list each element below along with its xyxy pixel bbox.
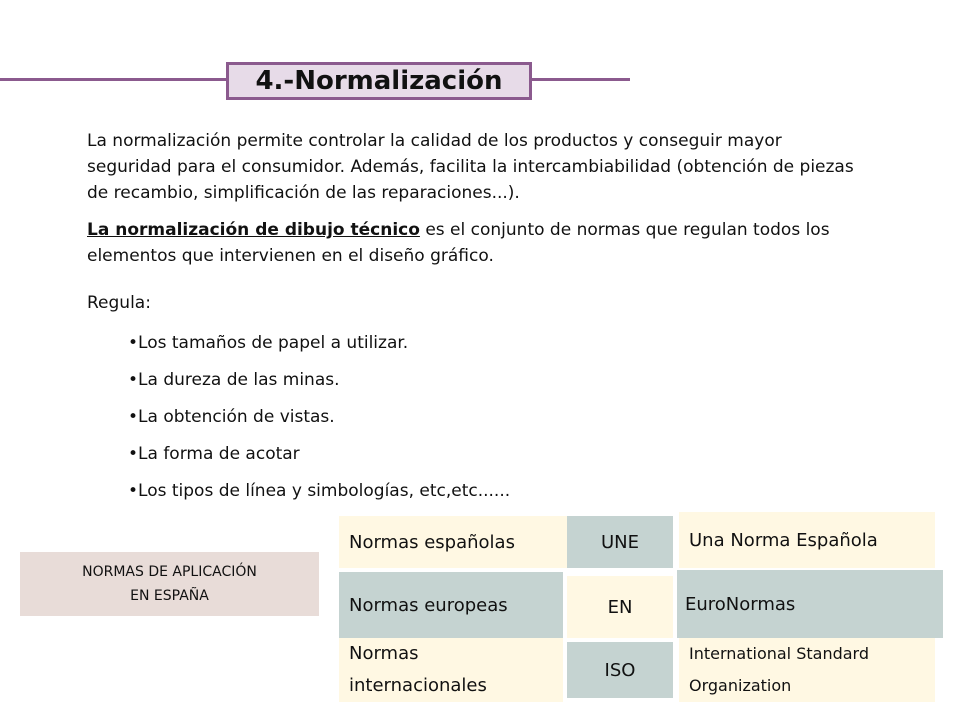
norm-scope-text: internacionales bbox=[349, 675, 487, 696]
application-line-2: EN ESPAÑA bbox=[130, 588, 209, 604]
norm-meaning-iso bbox=[679, 638, 935, 702]
regula-item: •La forma de acotar bbox=[128, 444, 300, 464]
regula-item: •Los tamaños de papel a utilizar. bbox=[128, 333, 409, 353]
intro-paragraph: La normalización permite controlar la calidad de los productos y conseguir mayor seguridad para el consumidor. Además, facilita la intercambiabilidad (obtención de piezas de recambio, simplificación de las reparaciones...). bbox=[87, 131, 854, 203]
norm-meaning-une bbox=[679, 512, 935, 568]
definition-paragraph bbox=[87, 217, 877, 269]
norm-scope-text: Normas europeas bbox=[349, 594, 508, 616]
regula-list bbox=[128, 330, 510, 515]
title-rule-left bbox=[0, 78, 228, 81]
norm-code-text: EN bbox=[607, 596, 633, 618]
norm-code-text: ISO bbox=[604, 659, 636, 681]
norm-scope-text: Normas bbox=[349, 643, 419, 664]
norm-meaning-en bbox=[677, 570, 943, 638]
definition-text: es el conjunto de normas que regulan todos los elementos que intervienen en el diseño gráfico. bbox=[87, 220, 830, 266]
regula-item: •La obtención de vistas. bbox=[128, 407, 335, 427]
norm-meaning-text: Organization bbox=[689, 676, 792, 695]
norm-meaning-text: EuroNormas bbox=[685, 593, 796, 615]
norm-scope-spanish bbox=[339, 516, 567, 568]
application-line-1: NORMAS DE APLICACIÓN bbox=[82, 564, 257, 580]
norm-code-en bbox=[567, 576, 673, 638]
norm-meaning-text: Una Norma Española bbox=[689, 529, 878, 551]
regula-item: •La dureza de las minas. bbox=[128, 370, 340, 390]
regula-item: •Los tipos de línea y simbologías, etc,etc...... bbox=[128, 481, 511, 501]
norm-code-iso bbox=[567, 642, 673, 698]
norm-scope-international bbox=[339, 638, 563, 702]
norm-code-text: UNE bbox=[600, 531, 639, 553]
norm-scope-text: Normas españolas bbox=[349, 531, 515, 553]
page-title-text: 4.-Normalización bbox=[255, 66, 503, 96]
definition-term: La normalización de dibujo técnico bbox=[87, 220, 420, 240]
norm-meaning-text: International Standard bbox=[689, 644, 869, 663]
title-rule-right bbox=[530, 78, 630, 81]
application-box bbox=[20, 552, 319, 616]
page-title bbox=[226, 62, 532, 100]
norm-scope-european bbox=[339, 572, 563, 638]
regula-label: Regula: bbox=[87, 293, 151, 313]
norm-code-une bbox=[567, 516, 673, 568]
